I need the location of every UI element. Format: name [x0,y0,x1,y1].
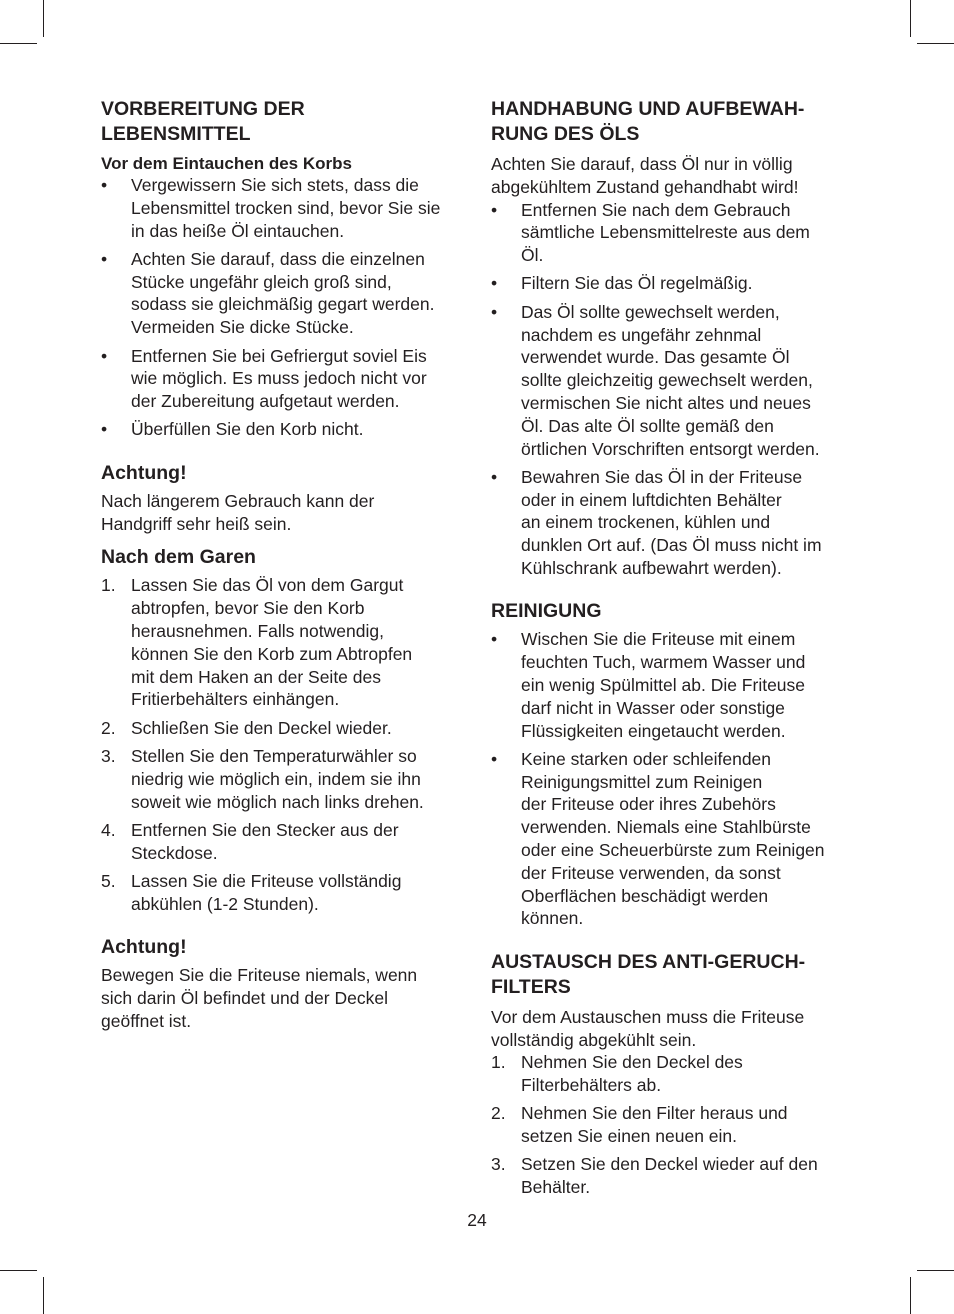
section-heading-cleaning: REINIGUNG [491,600,602,623]
warning-text: Bewegen Sie die Friteuse niemals, wenn sich darin Öl befindet und der Deckel geöffnet ist. [101,965,418,1031]
list-item: 2. Schließen Sie den Deckel wieder. [101,717,392,738]
subheading-before-immersion: Vor dem Eintauchen des Korbs [101,154,352,173]
list-item: • Wischen Sie die Friteuse mit einem feuchten Tuch, warmem Wasser und ein wenig Spülmittel ab. Die Friteuse darf nicht in Wasser oder sonstige Flüssigkeiten eingetaucht werden. [491,629,806,741]
right-column [491,97,847,1205]
list-item: • Filtern Sie das Öl regelmäßig. [491,273,753,294]
crop-mark [910,1277,911,1314]
prep-list [101,174,465,441]
crop-mark [0,1270,37,1271]
left-column [101,97,465,1032]
oil-list [491,199,847,580]
list-item: 2. Nehmen Sie den Filter heraus und setzen Sie einen neuen ein. [491,1103,788,1147]
oil-intro: Achten Sie darauf, dass Öl nur in völlig abgekühltem Zustand gehandhabt wird! [491,154,799,197]
crop-mark [917,1270,954,1271]
list-item: • Entfernen Sie bei Gefriergut soviel Eis wie möglich. Es muss jedoch nicht vor der Zubereitung aufgetaut werden. [101,345,427,412]
list-item: 1. Lassen Sie das Öl von dem Gargut abtropfen, bevor Sie den Korb herausnehmen. Falls notwendig, können Sie den Korb zum Abtropfen mit dem Haken an der Seite des Fritierbehälters einhängen. [101,575,413,710]
crop-mark [43,0,44,37]
list-item: • Keine starken oder schleifenden Reinigungsmittel zum Reinigen der Friteuse oder ihres Zubehörs verwenden. Niemals eine Stahlbürste oder eine Scheuerbürste zum Reinigen der Friteuse verwenden, da sonst Oberflächen beschädigt werden können. [491,748,825,929]
list-item: 1. Nehmen Sie den Deckel des Filterbehälters ab. [491,1052,743,1096]
list-item: 3. Setzen Sie den Deckel wieder auf den Behälter. [491,1154,818,1198]
crop-mark [917,43,954,44]
section-heading-food-prep: VORBEREITUNG DER LEBENSMITTEL [101,98,305,145]
warning-heading: Achtung! [101,936,187,959]
filter-list [491,1051,847,1199]
warning-text: Nach längerem Gebrauch kann der Handgriff sehr heiß sein. [101,490,375,534]
list-item: • Bewahren Sie das Öl in der Friteuse oder in einem luftdichten Behälter an einem trockenen, kühlen und dunklen Ort auf. (Das Öl muss nicht im Kühlschrank aufbewahrt werden). [491,466,822,579]
crop-mark [910,0,911,37]
list-item: 4. Entfernen Sie den Stecker aus der Steckdose. [101,819,399,863]
list-item: 5. Lassen Sie die Friteuse vollständig abkühlen (1-2 Stunden). [101,870,402,914]
list-item: • Überfüllen Sie den Korb nicht. [101,419,364,440]
list-item: • Das Öl sollte gewechselt werden, nachdem es ungefähr zehnmal verwendet wurde. Das gesamte Öl sollte gleichzeitig gewechselt werden, vermischen Sie nicht altes und neues Öl. Das alte Öl sollte gemäß den örtlichen Vorschriften entsorgt werden. [491,301,820,459]
list-item: 3. Stellen Sie den Temperaturwähler so niedrig wie möglich ein, indem sie ihn soweit wie möglich nach links drehen. [101,745,424,812]
section-heading-filter-replacement: AUSTAUSCH DES ANTI-GERUCH- FILTERS [491,950,806,998]
list-item: • Entfernen Sie nach dem Gebrauch sämtliche Lebensmittelreste aus dem Öl. [491,199,810,266]
list-item: • Achten Sie darauf, dass die einzelnen Stücke ungefähr gleich groß sind, sodass sie gleichmäßig gegart werden. Vermeiden Sie dicke Stücke. [101,248,435,338]
cleaning-list [491,628,847,930]
crop-mark [0,43,37,44]
crop-mark [43,1277,44,1314]
filter-intro: Vor dem Austauschen muss die Friteuse vollständig abgekühlt sein. [491,1006,805,1050]
page-number: 24 [467,1210,487,1230]
after-cooking-list [101,574,465,915]
subheading-after-cooking: Nach dem Garen [101,546,256,569]
section-heading-oil-handling: HANDHABUNG UND AUFBEWAH- RUNG DES ÖLS [491,98,805,145]
warning-heading: Achtung! [101,461,187,484]
list-item: • Vergewissern Sie sich stets, dass die Lebensmittel trocken sind, bevor Sie sie in das heiße Öl eintauchen. [101,175,441,241]
